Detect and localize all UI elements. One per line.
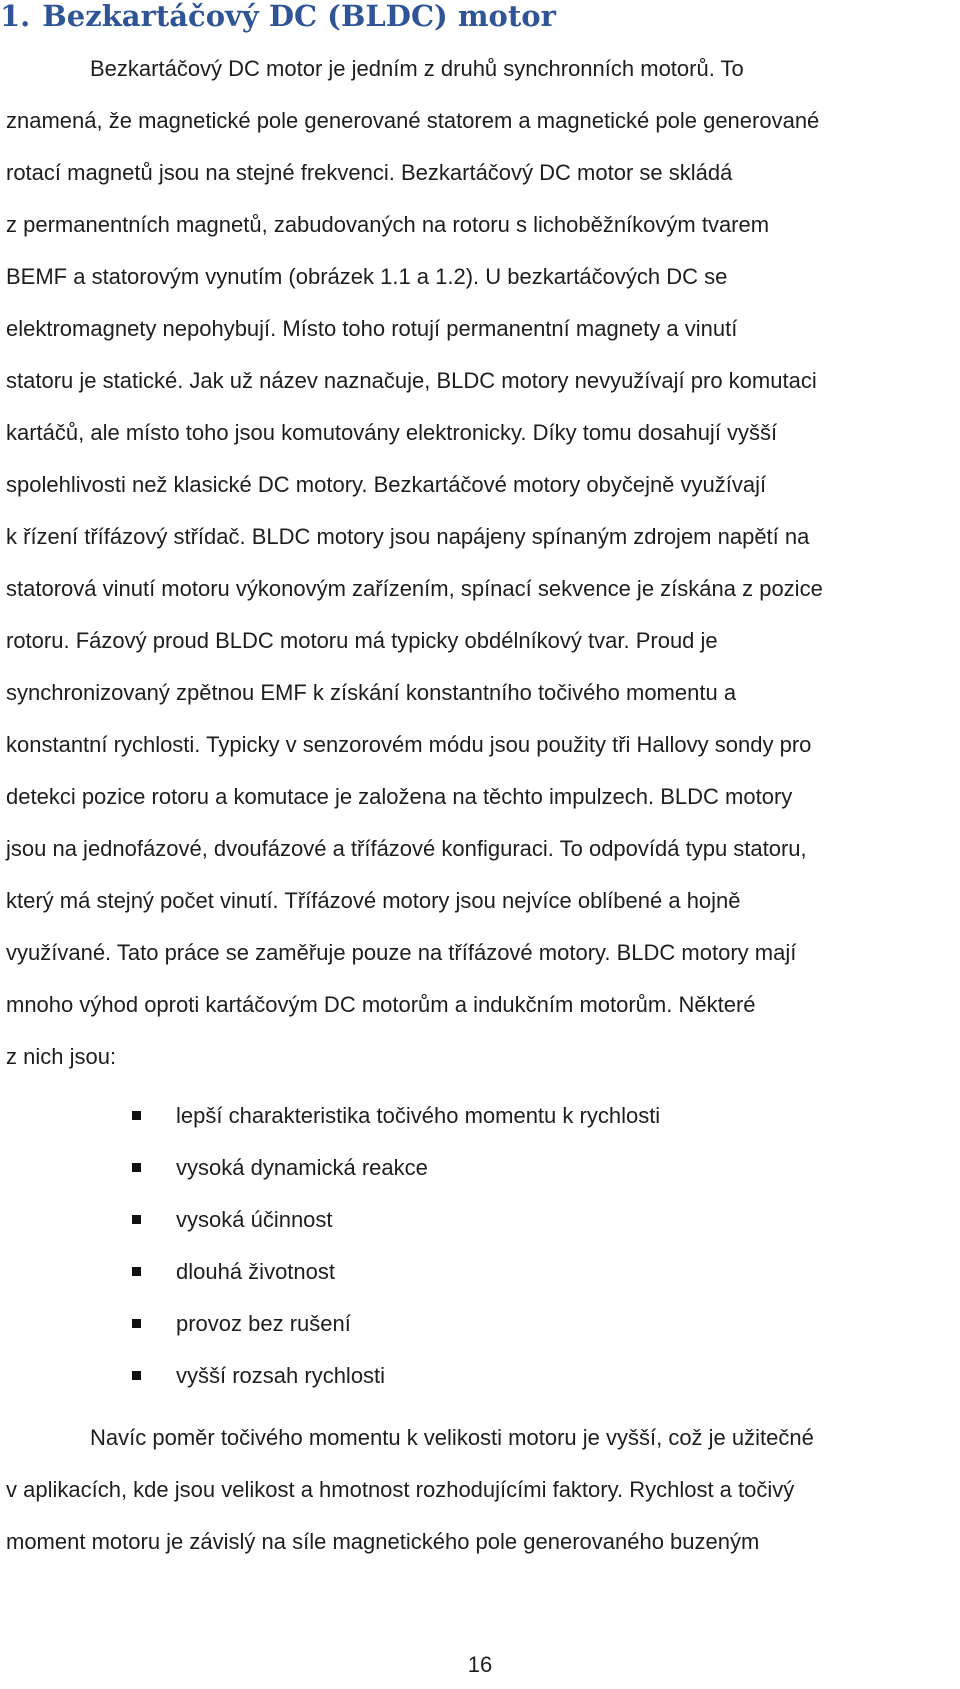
paragraph-line: k řízení třífázový střídač. BLDC motory jsou napájeny spínaným zdrojem napětí na — [6, 524, 810, 549]
paragraph-line: Bezkartáčový DC motor je jedním z druhů synchronních motorů. To — [90, 56, 744, 81]
paragraph-line: detekci pozice rotoru a komutace je založena na těchto impulzech. BLDC motory — [6, 784, 793, 809]
paragraph-line: rotací magnetů jsou na stejné frekvenci. Bezkartáčový DC motor se skládá — [6, 160, 733, 185]
intro-paragraph — [6, 43, 823, 1083]
closing-paragraph — [6, 1412, 814, 1568]
list-item-text: vysoká dynamická reakce — [176, 1155, 428, 1180]
list-item-text: lepší charakteristika točivého momentu k rychlosti — [176, 1103, 661, 1128]
paragraph-line: v aplikacích, kde jsou velikost a hmotnost rozhodujícími faktory. Rychlost a točivý — [6, 1477, 795, 1502]
list-item-text: vysoká účinnost — [176, 1207, 333, 1232]
square-bullet-icon — [132, 1267, 141, 1276]
list-item — [132, 1246, 660, 1298]
paragraph-line: statoru je statické. Jak už název naznačuje, BLDC motory nevyužívají pro komutaci — [6, 368, 817, 393]
section-number: 1. — [0, 0, 31, 33]
list-item-text: dlouhá životnost — [176, 1259, 335, 1284]
section-title: Bezkartáčový DC (BLDC) motor — [42, 0, 556, 33]
square-bullet-icon — [132, 1215, 141, 1224]
square-bullet-icon — [132, 1111, 141, 1120]
list-item — [132, 1298, 660, 1350]
list-item — [132, 1194, 660, 1246]
paragraph-line: synchronizovaný zpětnou EMF k získání konstantního točivého momentu a — [6, 680, 737, 705]
list-item — [132, 1090, 660, 1142]
paragraph-line: moment motoru je závislý na síle magnetického pole generovaného buzeným — [6, 1529, 760, 1554]
paragraph-line: statorová vinutí motoru výkonovým zařízením, spínací sekvence je získána z pozice — [6, 576, 823, 601]
list-item — [132, 1350, 660, 1402]
paragraph-line: který má stejný počet vinutí. Třífázové motory jsou nejvíce oblíbené a hojně — [6, 888, 741, 913]
square-bullet-icon — [132, 1319, 141, 1328]
page-number: 16 — [467, 1652, 493, 1677]
square-bullet-icon — [132, 1371, 141, 1380]
paragraph-line: mnoho výhod oproti kartáčovým DC motorům a indukčním motorům. Některé — [6, 992, 756, 1017]
square-bullet-icon — [132, 1163, 141, 1172]
paragraph-line: konstantní rychlosti. Typicky v senzorovém módu jsou použity tři Hallovy sondy pro — [6, 732, 812, 757]
paragraph-line: z nich jsou: — [6, 1044, 117, 1069]
list-item — [132, 1142, 660, 1194]
list-item-text: provoz bez rušení — [176, 1311, 351, 1336]
paragraph-line: Navíc poměr točivého momentu k velikosti motoru je vyšší, což je užitečné — [90, 1425, 814, 1450]
paragraph-line: rotoru. Fázový proud BLDC motoru má typicky obdélníkový tvar. Proud je — [6, 628, 718, 653]
paragraph-line: elektromagnety nepohybují. Místo toho rotují permanentní magnety a vinutí — [6, 316, 738, 341]
advantages-list — [132, 1090, 660, 1402]
list-item-text: vyšší rozsah rychlosti — [176, 1363, 386, 1388]
paragraph-line: využívané. Tato práce se zaměřuje pouze na třífázové motory. BLDC motory mají — [6, 940, 797, 965]
paragraph-line: kartáčů, ale místo toho jsou komutovány elektronicky. Díky tomu dosahují vyšší — [6, 420, 778, 445]
paragraph-line: znamená, že magnetické pole generované statorem a magnetické pole generované — [6, 108, 820, 133]
paragraph-line: jsou na jednofázové, dvoufázové a třífázové konfiguraci. To odpovídá typu statoru, — [6, 836, 807, 861]
paragraph-line: z permanentních magnetů, zabudovaných na rotoru s lichoběžníkovým tvarem — [6, 212, 770, 237]
section-heading — [0, 0, 556, 32]
paragraph-line: spolehlivosti než klasické DC motory. Bezkartáčové motory obyčejně využívají — [6, 472, 767, 497]
paragraph-line: BEMF a statorovým vynutím (obrázek 1.1 a 1.2). U bezkartáčových DC se — [6, 264, 728, 289]
